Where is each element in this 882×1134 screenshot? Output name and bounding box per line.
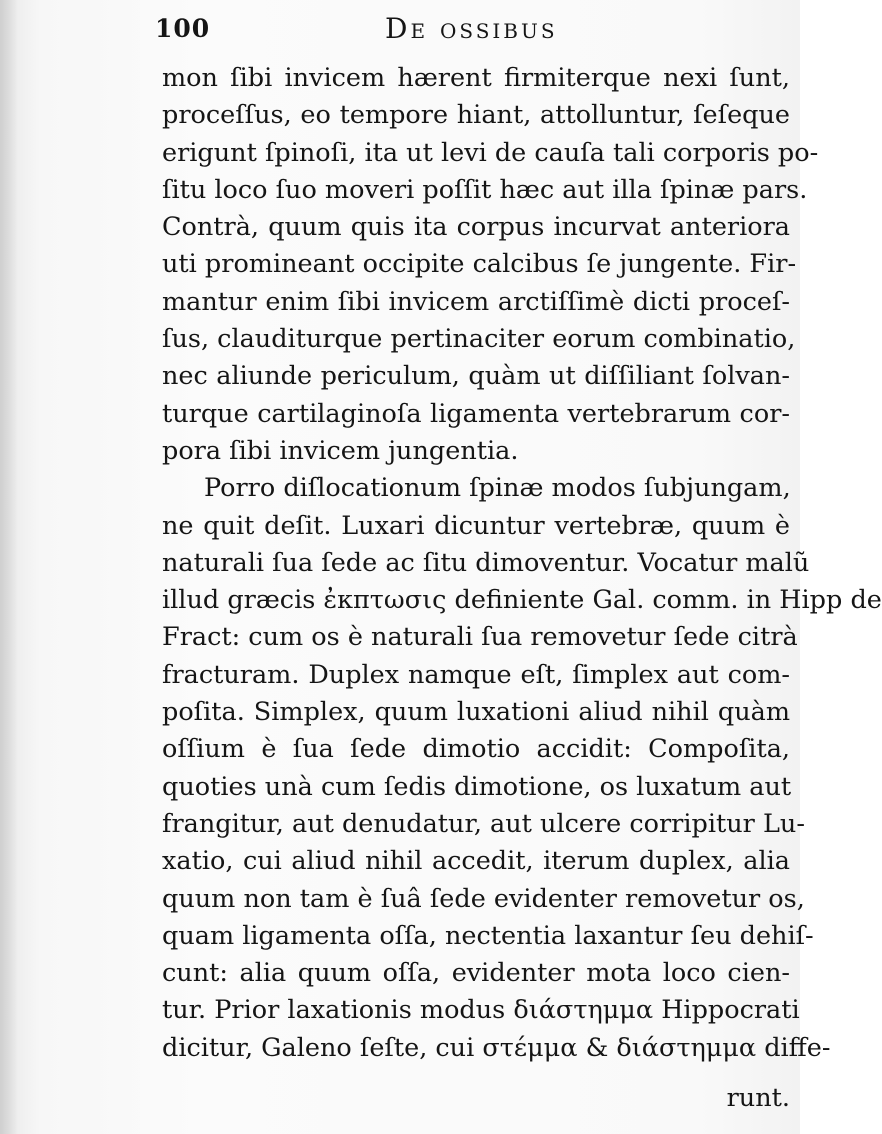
text-line: quum non tam è ſuâ ſede evidenter removetur os, — [162, 883, 805, 914]
text-line: dicitur, Galeno ſeſte, cui στέμμα & διάστημμα diffe- — [162, 1032, 831, 1063]
text-line: quam ligamenta oſſa, nectentia laxantur ſeu dehiſ- — [162, 920, 814, 951]
body-text — [162, 60, 882, 1067]
text-line: erigunt ſpinoſi, ita ut levi de cauſa tali corporis po- — [162, 137, 819, 168]
text-line: proceſſus, eo tempore hiant, attolluntur, ſeſeque — [162, 100, 790, 131]
text-line: uti promineant occipite calcibus ſe jungente. Fir- — [162, 249, 797, 280]
text-line: xatio, cui aliud nihil accedit, iterum duplex, alia — [162, 846, 790, 877]
page-header — [155, 12, 775, 52]
paragraph-start-line: Porro diſlocationum ſpinæ modos ſubjungam, — [204, 473, 791, 504]
text-line: pora ſibi invicem jungentia. — [162, 435, 519, 466]
running-head: De ossibus — [385, 12, 558, 45]
gutter-shadow — [0, 0, 18, 1134]
page-number: 100 — [155, 14, 211, 43]
text-line: poſita. Simplex, quum luxationi aliud nihil quàm — [162, 697, 790, 728]
catchword: runt. — [726, 1083, 790, 1113]
text-line: Fract: cum os è naturali ſua removetur ſede citrà — [162, 622, 798, 653]
text-line: naturali ſua ſede ac ſitu dimoventur. Vocatur malũ — [162, 547, 810, 578]
text-line: nec aliunde periculum, quàm ut diſſiliant ſolvan- — [162, 361, 790, 392]
text-line: mon ſibi invicem hærent firmiterque nexi ſunt, — [162, 63, 790, 93]
text-line: ſitu loco ſuo moveri poſſit hæc aut illa ſpinæ pars. — [162, 174, 808, 205]
catchword-row — [162, 1080, 790, 1117]
text-line: illud græcis ἐκπτωσις definiente Gal. comm. in Hipp de — [162, 585, 882, 616]
text-line: ſus, clauditurque pertinaciter eorum combinatio, — [162, 324, 796, 355]
text-line: Contrà, quum quis ita corpus incurvat anteriora — [162, 212, 790, 243]
text-line: ne quit deſit. Luxari dicuntur vertebræ, quum è — [162, 510, 790, 541]
text-line: turque cartilaginoſa ligamenta vertebrarum cor- — [162, 398, 790, 429]
text-line: cunt: alia quum oſſa, evidenter mota loco cien- — [162, 958, 790, 989]
text-line: fracturam. Duplex namque eſt, ſimplex aut com- — [162, 659, 790, 690]
text-line: frangitur, aut denudatur, aut ulcere corripitur Lu- — [162, 808, 805, 839]
text-line: oſſium è ſua ſede dimotio accidit: Compoſita, — [162, 734, 790, 765]
text-line: mantur enim ſibi invicem arctiſſimè dicti proceſ- — [162, 286, 790, 317]
text-line: quoties unà cum ſedis dimotione, os luxatum aut — [162, 771, 792, 802]
text-line: tur. Prior laxationis modus διάστημμα Hippocrati — [162, 995, 800, 1026]
